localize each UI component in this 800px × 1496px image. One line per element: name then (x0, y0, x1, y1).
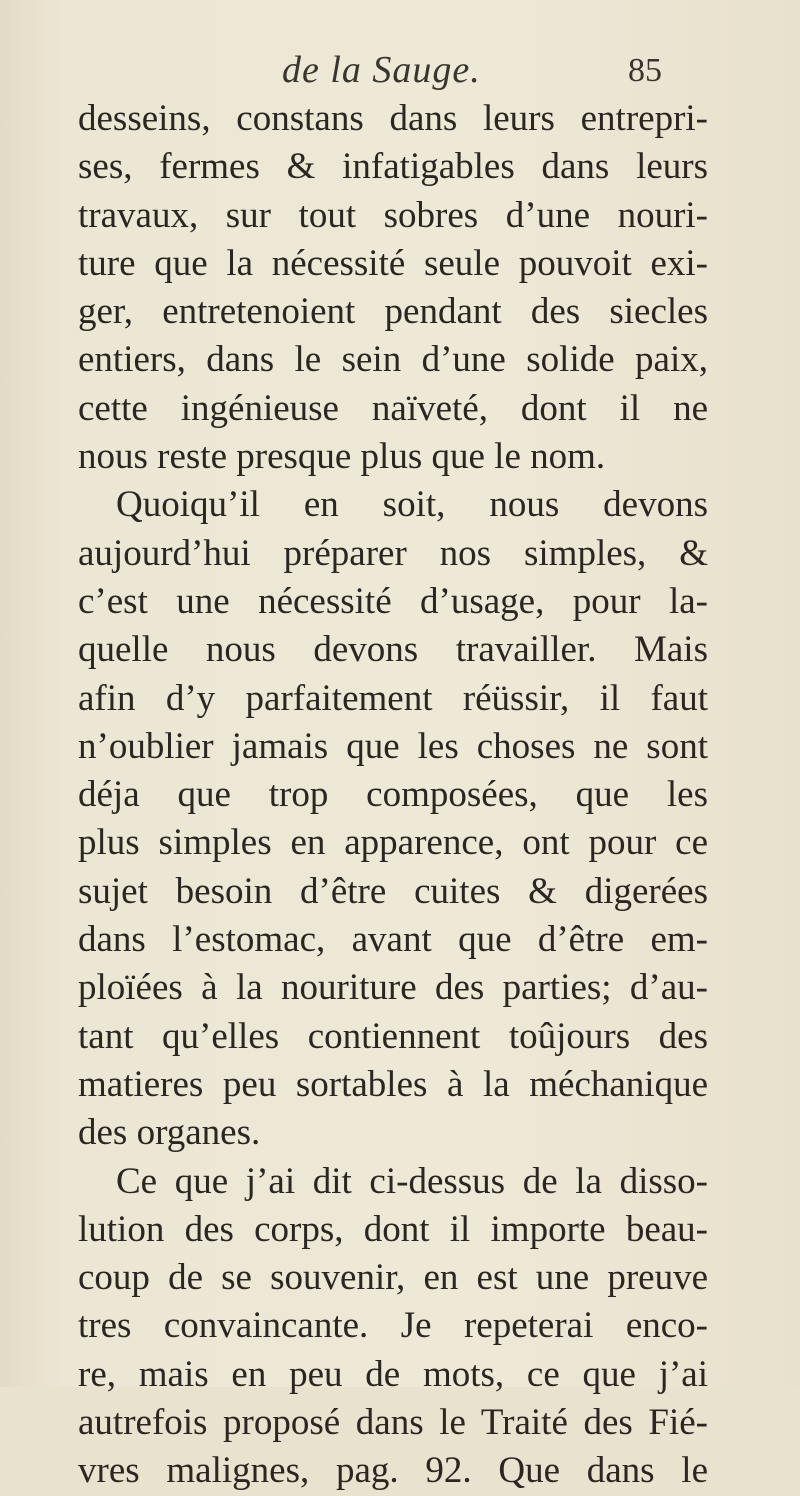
text-line: Quoiqu’il en soit, nous devons (116, 484, 708, 526)
text-line: entiers, dans le sein d’une solide paix, (78, 339, 708, 381)
text-line: nous reste presque plus que le nom. (78, 436, 606, 478)
text-line: ploïées à la nouriture des parties; d’au- (78, 967, 708, 1009)
text-line: vres malignes, pag. 92. Que dans le (78, 1450, 708, 1492)
text-line: afin d’y parfaitement réüssir, il faut (78, 677, 708, 719)
text-line: aujourd’hui préparer nos simples, & (78, 532, 708, 574)
page-header (0, 48, 800, 98)
text-line: Ce que j’ai dit ci-dessus de la disso- (116, 1160, 708, 1202)
text-line: plus simples en apparence, ont pour ce (78, 822, 708, 864)
running-title: de la Sauge. (282, 49, 481, 91)
text-line: quelle nous devons travailler. Mais (78, 629, 708, 671)
text-line: c’est une nécessité d’usage, pour la- (78, 580, 708, 622)
text-line: cette ingénieuse naïveté, dont il ne (78, 387, 708, 429)
text-line: n’oublier jamais que les choses ne sont (78, 725, 708, 767)
text-line: autrefois proposé dans le Traité des Fié- (78, 1402, 708, 1444)
text-line: tres convaincante. Je repeterai enco- (78, 1305, 708, 1347)
text-line: ture que la nécessité seule pouvoit exi- (78, 242, 708, 284)
text-line: ger, entretenoient pendant des siecles (78, 291, 708, 333)
text-line: sujet besoin d’être cuites & digerées (78, 870, 708, 912)
text-line: desseins, constans dans leurs entrepri- (78, 98, 708, 139)
text-line: lution des corps, dont il importe beau- (78, 1208, 708, 1250)
body-text (78, 95, 708, 1496)
text-line: coup de se souvenir, en est une preuve (78, 1257, 708, 1299)
text-line: des organes. (78, 1112, 261, 1154)
text-line: re, mais en peu de mots, ce que j’ai (78, 1353, 708, 1395)
text-line: matieres peu sortables à la méchanique (78, 1063, 708, 1105)
page-number: 85 (628, 52, 662, 89)
text-line: travaux, sur tout sobres d’une nouri- (78, 194, 708, 236)
text-line: ses, fermes & infatigables dans leurs (78, 146, 708, 188)
text-line: dans l’estomac, avant que d’être em- (78, 919, 708, 961)
text-line: tant qu’elles contiennent toûjours des (78, 1015, 708, 1057)
text-line: déja que trop composées, que les (78, 774, 708, 816)
